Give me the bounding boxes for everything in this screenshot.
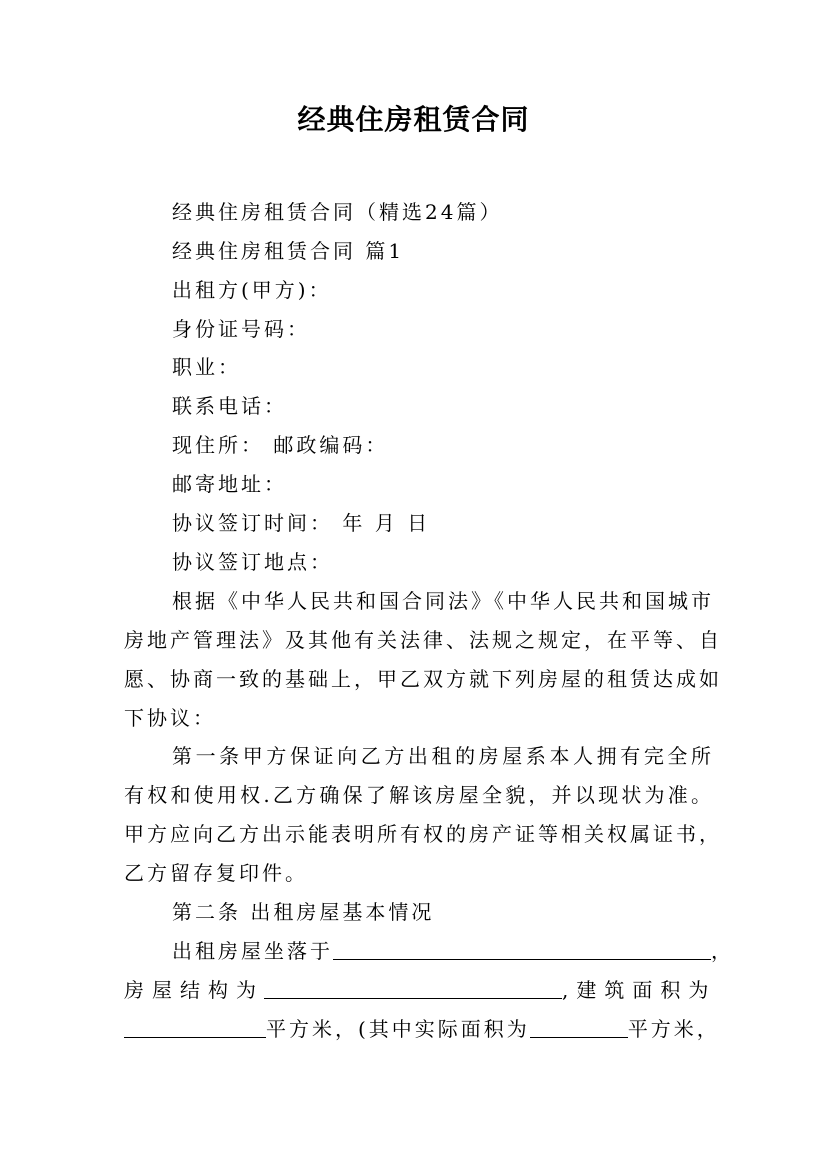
doc-line: 身份证号码： xyxy=(172,317,310,341)
doc-line: 第一条甲方保证向乙方出租的房屋系本人拥有完全所 xyxy=(172,744,714,768)
doc-line: 根据《中华人民共和国合同法》《中华人民共和国城市 xyxy=(172,589,714,613)
doc-line: 有权和使用权.乙方确保了解该房屋全貌，并以现状为准。 xyxy=(124,783,714,807)
actual-area-label: (其中实际面积为 xyxy=(358,1017,530,1041)
punctuation: ， xyxy=(711,939,734,963)
structure-line xyxy=(124,971,717,1009)
doc-line: 出租方(甲方)： xyxy=(172,278,332,302)
structure-label: 房屋结构为 xyxy=(124,978,264,1002)
area-unit: 平方米， xyxy=(266,1017,358,1041)
doc-line: 经典住房租赁合同 篇1 xyxy=(172,239,405,263)
area-line xyxy=(124,1010,720,1048)
doc-line: 职业： xyxy=(172,355,241,379)
doc-line: 下协议： xyxy=(124,706,216,730)
doc-line: 第二条 出租房屋基本情况 xyxy=(172,900,435,924)
doc-line: 愿、协商一致的基础上，甲乙双方就下列房屋的租赁达成如 xyxy=(124,667,722,691)
location-line xyxy=(172,932,734,970)
doc-line: 现住所： 邮政编码： xyxy=(172,433,389,457)
doc-line: 甲方应向乙方出示能表明所有权的房产证等相关权属证书， xyxy=(124,822,722,846)
actual-area-unit: 平方米， xyxy=(627,1017,720,1041)
doc-line: 协议签订时间： 年 月 日 xyxy=(172,511,431,535)
document-title: 经典住房租赁合同 xyxy=(297,103,530,136)
area-label: ,建筑面积为 xyxy=(562,978,717,1002)
location-blank[interactable] xyxy=(333,939,711,960)
doc-line: 乙方留存复印件。 xyxy=(124,861,308,885)
area-blank[interactable] xyxy=(124,1017,266,1038)
doc-line: 邮寄地址： xyxy=(172,472,287,496)
doc-line: 房地产管理法》及其他有关法律、法规之规定，在平等、自 xyxy=(124,628,722,652)
location-label: 出租房屋坐落于 xyxy=(172,939,333,963)
actual-area-blank[interactable] xyxy=(530,1017,628,1038)
doc-line: 经典住房租赁合同（精选24篇） xyxy=(172,200,503,224)
doc-line: 协议签订地点： xyxy=(172,550,333,574)
doc-line: 联系电话： xyxy=(172,394,287,418)
structure-blank[interactable] xyxy=(264,978,562,999)
